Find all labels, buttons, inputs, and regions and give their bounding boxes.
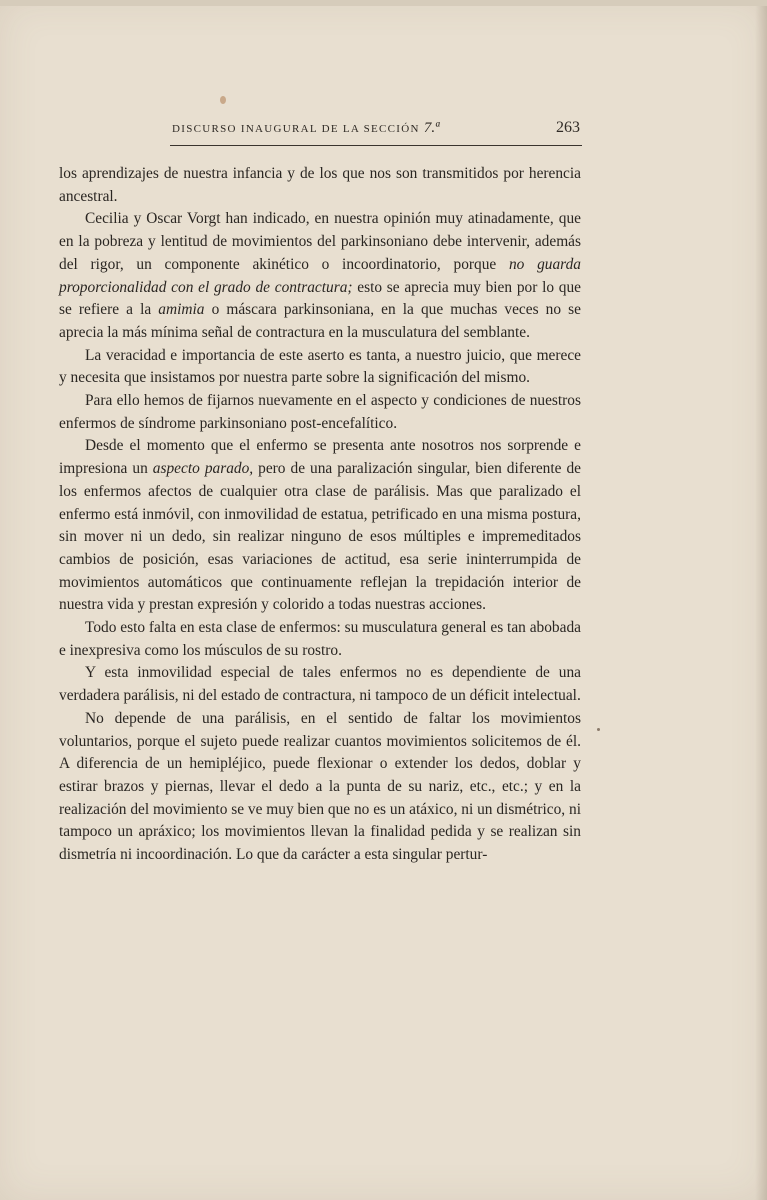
text-run: Para ello hemos de fijarnos nuevamente en el aspecto y condiciones de nuestros enfermos de síndrome parkinsoniano post-encefalítico. (59, 392, 581, 432)
paper-speck (597, 728, 600, 731)
header-rule (170, 145, 582, 146)
paragraph (59, 163, 581, 208)
italic-text: amimia (158, 301, 205, 319)
paper-speck (220, 96, 226, 104)
text-run: Y esta inmovilidad especial de tales enfermos no es dependiente de una verdadera parálisis, ni del estado de contractura, ni tampoco de un déficit intelectual. (59, 664, 581, 705)
paragraph (59, 708, 581, 867)
text-run: No depende de una parálisis, en el sentido de faltar los movimientos voluntarios, porque el sujeto puede realizar cuantos movimientos solicitemos de él. A diferencia de un hemipléjico, puede flexionar o extender los dedos, doblar y estirar brazos y piernas, llevar el dedo a la punta de su nariz, etc., etc.; y en la realización del movimiento se ve muy bien que no es un atáxico, ni un dismétrico, ni tampoco un apráxico; los movimientos llevan la finalidad pedida y se realizan sin dismetría ni incoordinación. Lo que da carácter a esta singular pertur- (59, 709, 581, 864)
italic-text: aspecto parado, (152, 460, 254, 478)
running-title-text: DISCURSO INAUGURAL DE LA SECCIÓN (172, 123, 420, 135)
paragraph (59, 390, 581, 435)
body-text (59, 163, 581, 867)
paragraph (59, 617, 581, 662)
page-number: 263 (556, 119, 580, 136)
text-run: o máscara parkinsoniana, en la que muchas veces no se aprecia la más mínima señal de contractura en la musculatura del semblante. (59, 301, 581, 341)
section-ordinal: 7.ª (423, 120, 440, 136)
text-run: Desde el momento que el enfermo se presenta ante nosotros nos sorprende e impresiona un (59, 437, 581, 478)
paragraph (59, 345, 581, 390)
text-run: Todo esto falta en esta clase de enfermos: su musculatura general es tan abobada e inexpresiva como los músculos de su rostro. (59, 619, 581, 659)
text-run: esto se aprecia muy bien por lo que se refiere a la (59, 278, 581, 319)
running-title (172, 120, 439, 137)
text-run: pero de una paralización singular, bien diferente de los enfermos afectos de cualquier otra clase de parálisis. Mas que paralizado el enfermo está inmóvil, con inmovilidad de estatua, petrificado en una misma postura, sin mover ni un dedo, sin realizar ninguno de esos múltiples e impremeditados cambios de posición, esas variaciones de actitud, esa serie ininterrumpida de movimientos automáticos que continuamente reflejan la trepidación interior de nuestra vida y prestan expresión y colorido a todas nuestras acciones. (59, 460, 581, 614)
paragraph (59, 435, 581, 617)
paragraph (59, 208, 581, 344)
text-run: los aprendizajes de nuestra infancia y de los que nos son transmitidos por herencia ancestral. (59, 165, 581, 205)
italic-text: no guarda proporcionalidad con el grado de contractura; (59, 255, 581, 296)
paragraph (59, 662, 581, 707)
running-header (172, 119, 580, 137)
text-run: La veracidad e importancia de este aserto es tanta, a nuestro juicio, que merece y necesita que insistamos por nuestra parte sobre la significación del mismo. (59, 346, 581, 387)
text-run: Cecilia y Oscar Vorgt han indicado, en nuestra opinión muy atinadamente, que en la pobreza y lentitud de movimientos del parkinsoniano debe intervenir, además del rigor, un componente akinético o incoordinatorio, porque (59, 210, 581, 273)
